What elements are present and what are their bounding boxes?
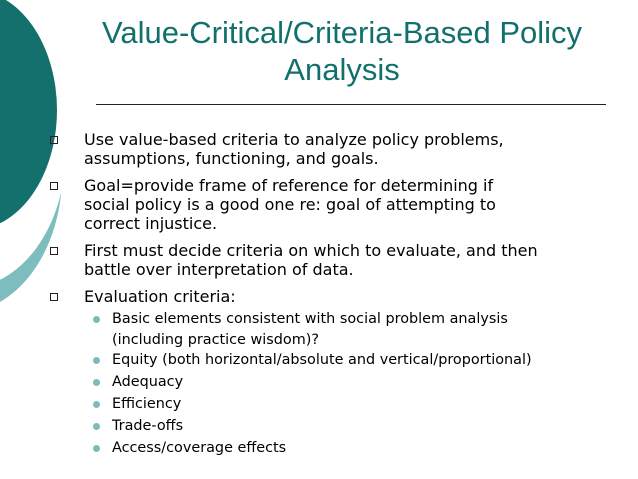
round-bullet-icon xyxy=(93,445,100,452)
slide-title-line-2: Analysis xyxy=(284,52,400,87)
sub-bullet-trade-offs xyxy=(112,416,622,437)
slide-title xyxy=(62,14,622,88)
bullet-text-line: First must decide criteria on which to evaluate, and then xyxy=(84,241,538,260)
bullet-item-goal xyxy=(84,176,614,233)
square-bullet-icon xyxy=(50,293,58,301)
bullet-item-value-based-criteria xyxy=(84,130,614,168)
sub-bullet-text-line: Efficiency xyxy=(112,396,182,412)
sub-bullet-text-line: Access/coverage effects xyxy=(112,440,287,456)
title-divider xyxy=(96,104,606,105)
sub-bullet-equity xyxy=(112,350,622,371)
sub-bullet-text-line: Equity (both horizontal/absolute and vertical/proportional) xyxy=(112,352,532,368)
bullet-item-decide-criteria xyxy=(84,241,614,279)
sub-bullet-text-line: Adequacy xyxy=(112,374,184,390)
slide-title-line-1: Value-Critical/Criteria-Based Policy xyxy=(101,15,583,50)
sub-bullet-text-line: (including practice wisdom)? xyxy=(112,332,319,348)
round-bullet-icon xyxy=(93,423,100,430)
round-bullet-icon xyxy=(93,379,100,386)
bullet-text-line: Goal=provide frame of reference for determining if xyxy=(84,176,494,195)
bullet-text-line: Evaluation criteria: xyxy=(84,287,236,306)
bullet-text-line: battle over interpretation of data. xyxy=(84,260,354,279)
bullet-text-line: assumptions, functioning, and goals. xyxy=(84,149,379,168)
square-bullet-icon xyxy=(50,136,58,144)
slide-left-decoration xyxy=(0,0,70,479)
round-bullet-icon xyxy=(93,357,100,364)
sub-bullet-access-coverage xyxy=(112,438,622,459)
round-bullet-icon xyxy=(93,316,100,323)
round-bullet-icon xyxy=(93,401,100,408)
sub-bullet-efficiency xyxy=(112,394,622,415)
sub-bullet-basic-elements xyxy=(112,309,622,351)
sub-bullet-adequacy xyxy=(112,372,622,393)
sub-bullet-text-line: Basic elements consistent with social problem analysis xyxy=(112,311,508,327)
bullet-text-line: correct injustice. xyxy=(84,214,218,233)
square-bullet-icon xyxy=(50,182,58,190)
bullet-item-evaluation-criteria xyxy=(84,287,614,306)
bullet-text-line: Use value-based criteria to analyze policy problems, xyxy=(84,130,504,149)
square-bullet-icon xyxy=(50,247,58,255)
sub-bullet-text-line: Trade-offs xyxy=(112,418,184,434)
bullet-text-line: social policy is a good one re: goal of attempting to xyxy=(84,195,496,214)
